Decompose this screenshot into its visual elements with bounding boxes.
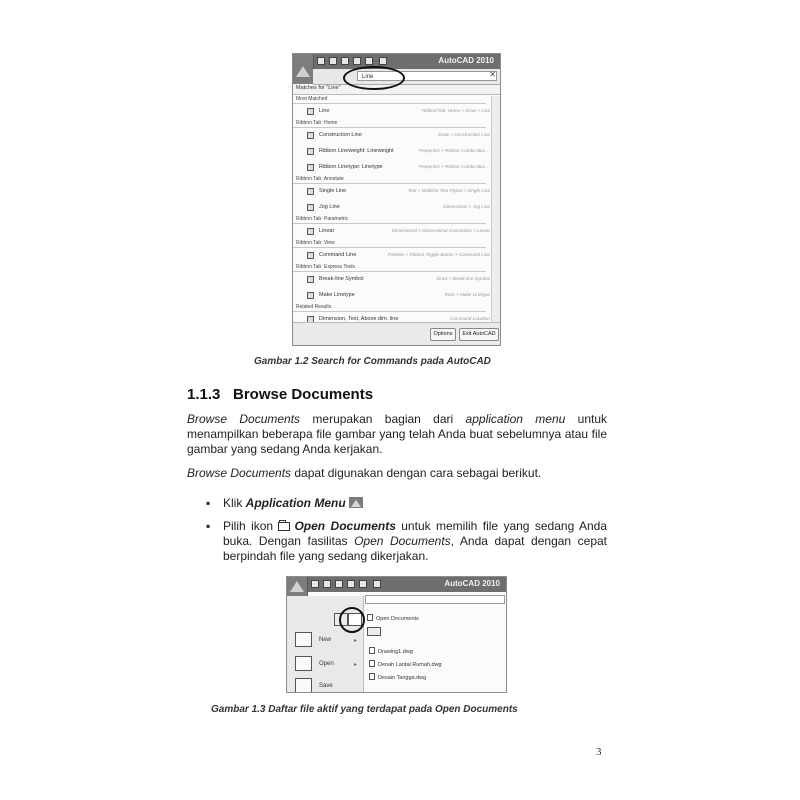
result-name: Single Line xyxy=(319,188,347,194)
result-name: Dimension, Text, Above dim. line xyxy=(319,316,399,322)
command-icon xyxy=(307,188,314,195)
open-documents-screenshot xyxy=(286,576,507,693)
result-name: Construction Line xyxy=(319,132,362,138)
command-icon xyxy=(307,292,314,299)
search-result-item[interactable] xyxy=(293,144,500,160)
new-icon[interactable] xyxy=(317,57,325,65)
search-result-item[interactable] xyxy=(293,184,500,200)
panel-title xyxy=(367,614,419,622)
bullet-text: untuk memilih file yang sedang Anda buka. Dengan fasilitas xyxy=(223,519,607,548)
bullet-item-2 xyxy=(223,519,607,564)
paragraph-2 xyxy=(187,466,607,481)
open-file-icon xyxy=(295,656,312,671)
open-documents-icon xyxy=(278,522,290,531)
highlight-circle xyxy=(339,607,365,633)
result-path: Draw > Construction Line xyxy=(438,132,490,137)
menu-footer xyxy=(293,322,500,345)
autocad-logo-icon xyxy=(296,66,310,77)
command-icon xyxy=(307,252,314,259)
file-name: Denah Lantai Rumah.dwg xyxy=(378,662,442,668)
result-name: Command Line xyxy=(319,252,357,258)
figure-caption-1-2: Gambar 1.2 Search for Commands pada AutoCAD xyxy=(254,356,491,367)
result-name: Jog Line xyxy=(319,204,340,210)
open-file-item[interactable] xyxy=(369,647,413,655)
plot-icon[interactable] xyxy=(379,57,387,65)
open-icon[interactable] xyxy=(323,580,331,588)
term-open-documents: Open Documents xyxy=(354,534,451,548)
autocad-search-screenshot xyxy=(292,53,501,346)
dwg-file-icon xyxy=(369,660,375,667)
save-file-icon xyxy=(295,678,312,693)
result-group-header: Ribbon Tab: View xyxy=(293,240,486,248)
result-group-header: Ribbon Tab: Parametric xyxy=(293,216,486,224)
result-name: Break-line Symbol xyxy=(319,276,364,282)
paragraph-1 xyxy=(187,412,607,457)
search-result-item[interactable] xyxy=(293,104,500,120)
bullet-marker: ▪ xyxy=(206,496,211,510)
view-options-dropdown[interactable] xyxy=(367,627,381,636)
command-icon xyxy=(307,108,314,115)
result-path: Palettes > Ribbon Toggle Button > Command Line xyxy=(387,252,490,257)
save-icon[interactable] xyxy=(335,580,343,588)
undo-icon[interactable] xyxy=(347,580,355,588)
result-group-header: Related Results xyxy=(293,304,486,312)
bullet-text: Pilih ikon xyxy=(223,519,279,533)
options-button[interactable]: Options xyxy=(430,328,456,341)
result-path: Properties > Ribbon Combo Box ... xyxy=(418,164,490,169)
search-result-item[interactable] xyxy=(293,288,500,304)
plot-icon[interactable] xyxy=(373,580,381,588)
open-file-item[interactable] xyxy=(369,673,426,681)
open-icon[interactable] xyxy=(329,57,337,65)
result-group-header: Most Matched xyxy=(293,96,486,104)
term-browse-documents: Browse Documents xyxy=(187,412,301,426)
result-name: Make Linetype xyxy=(319,292,355,298)
open-documents-icon xyxy=(367,614,373,621)
new-icon[interactable] xyxy=(311,580,319,588)
term-open-documents: Open Documents xyxy=(294,519,396,533)
result-path: Text > Multiline Text Flyout > Single Line xyxy=(407,188,490,193)
autocad-logo-icon xyxy=(290,581,304,592)
section-title: Browse Documents xyxy=(233,386,374,403)
window-title: AutoCAD 2010 xyxy=(444,579,500,588)
result-path: Dimensional > Dimensional Constraints > Linear xyxy=(391,228,490,233)
section-number: 1.1.3 xyxy=(187,386,221,403)
section-heading xyxy=(187,386,373,403)
new-file-icon xyxy=(295,632,312,647)
menu-item-label: Open xyxy=(319,661,334,667)
result-name: Ribbon Linetype: Linetype xyxy=(319,164,383,170)
command-icon xyxy=(307,204,314,211)
result-group-header: Ribbon Tab: Annotate xyxy=(293,176,486,184)
search-result-item[interactable] xyxy=(293,200,500,216)
chevron-right-icon: ▸ xyxy=(353,662,357,668)
menu-item-label: Save xyxy=(319,683,333,689)
term-application-menu: Application Menu xyxy=(245,496,346,510)
bullet-item-1 xyxy=(223,496,607,511)
clear-search-icon[interactable]: ✕ xyxy=(489,70,496,79)
chevron-right-icon: ▸ xyxy=(353,638,357,644)
result-path: Draw > Break-line Symbol xyxy=(436,276,490,281)
page-number: 3 xyxy=(596,746,602,758)
exit-autocad-button[interactable]: Exit AutoCAD xyxy=(459,328,499,341)
search-input[interactable]: Line xyxy=(357,71,497,81)
term-application-menu: application menu xyxy=(465,412,566,426)
result-path: Ribbon/Tab: Home > Draw > Line xyxy=(421,108,490,113)
paragraph-text: merupakan bagian dari xyxy=(300,412,466,426)
menu-item-label: New xyxy=(319,637,332,643)
title-bar xyxy=(287,577,506,592)
bullet-text: Klik xyxy=(223,496,246,510)
term-browse-documents: Browse Documents xyxy=(187,466,292,480)
panel-title-text: Open Documents xyxy=(376,616,419,622)
search-result-item[interactable] xyxy=(293,272,500,288)
application-menu-button[interactable] xyxy=(287,577,308,596)
dwg-file-icon xyxy=(369,673,375,680)
results-header: Matches for "Line" xyxy=(293,85,500,95)
bullet-marker: ▪ xyxy=(206,519,211,533)
search-input[interactable] xyxy=(365,595,505,604)
bullet-text: , Anda dapat dengan cepat berpindah file yang sedang dikerjakan. xyxy=(223,534,607,563)
search-result-item[interactable] xyxy=(293,248,500,264)
title-bar xyxy=(293,54,500,69)
application-menu-button[interactable] xyxy=(293,54,314,84)
result-path: Dimensions > Jog Line xyxy=(443,204,490,209)
result-group-header: Ribbon Tab: Express Tools xyxy=(293,264,486,272)
application-menu-icon xyxy=(349,497,363,508)
file-name: Desain Tangga.dwg xyxy=(378,675,427,681)
result-path: Properties > Ribbon Combo Box ... xyxy=(418,148,490,153)
dwg-file-icon xyxy=(369,647,375,654)
result-name: Ribbon Lineweight: Lineweight xyxy=(319,148,394,154)
result-path: Command Location xyxy=(450,316,490,321)
search-bar xyxy=(313,69,500,85)
menu-item-open[interactable] xyxy=(295,656,357,674)
command-icon xyxy=(307,164,314,171)
result-name: Linear xyxy=(319,228,335,234)
search-result-item[interactable] xyxy=(293,224,500,240)
command-icon xyxy=(307,228,314,235)
highlight-circle xyxy=(343,66,405,90)
save-icon[interactable] xyxy=(341,57,349,65)
menu-item-new[interactable] xyxy=(295,632,357,650)
result-path: Tools > Make Linetype xyxy=(444,292,490,297)
results-scrollbar[interactable] xyxy=(491,96,500,322)
redo-icon[interactable] xyxy=(365,57,373,65)
result-name: Line xyxy=(319,108,330,114)
search-result-item[interactable] xyxy=(293,160,500,176)
open-file-item[interactable] xyxy=(369,660,442,668)
result-group-header: Ribbon Tab: Home xyxy=(293,120,486,128)
menu-item-save[interactable] xyxy=(295,678,357,693)
window-title: AutoCAD 2010 xyxy=(438,56,494,65)
file-name: Drawing1.dwg xyxy=(378,649,413,655)
search-results-list xyxy=(293,96,500,328)
paragraph-text: untuk menampilkan beberapa file gambar yang telah Anda buat sebelumnya atau file gambar yang sedang Anda kerjakan. xyxy=(187,412,607,456)
redo-icon[interactable] xyxy=(359,580,367,588)
command-icon xyxy=(307,132,314,139)
command-icon xyxy=(307,276,314,283)
command-icon xyxy=(307,148,314,155)
search-result-item[interactable] xyxy=(293,128,500,144)
paragraph-text: dapat digunakan dengan cara sebagai berikut. xyxy=(291,466,542,480)
figure-caption-1-3: Gambar 1.3 Daftar file aktif yang terdapat pada Open Documents xyxy=(211,704,518,715)
undo-icon[interactable] xyxy=(353,57,361,65)
